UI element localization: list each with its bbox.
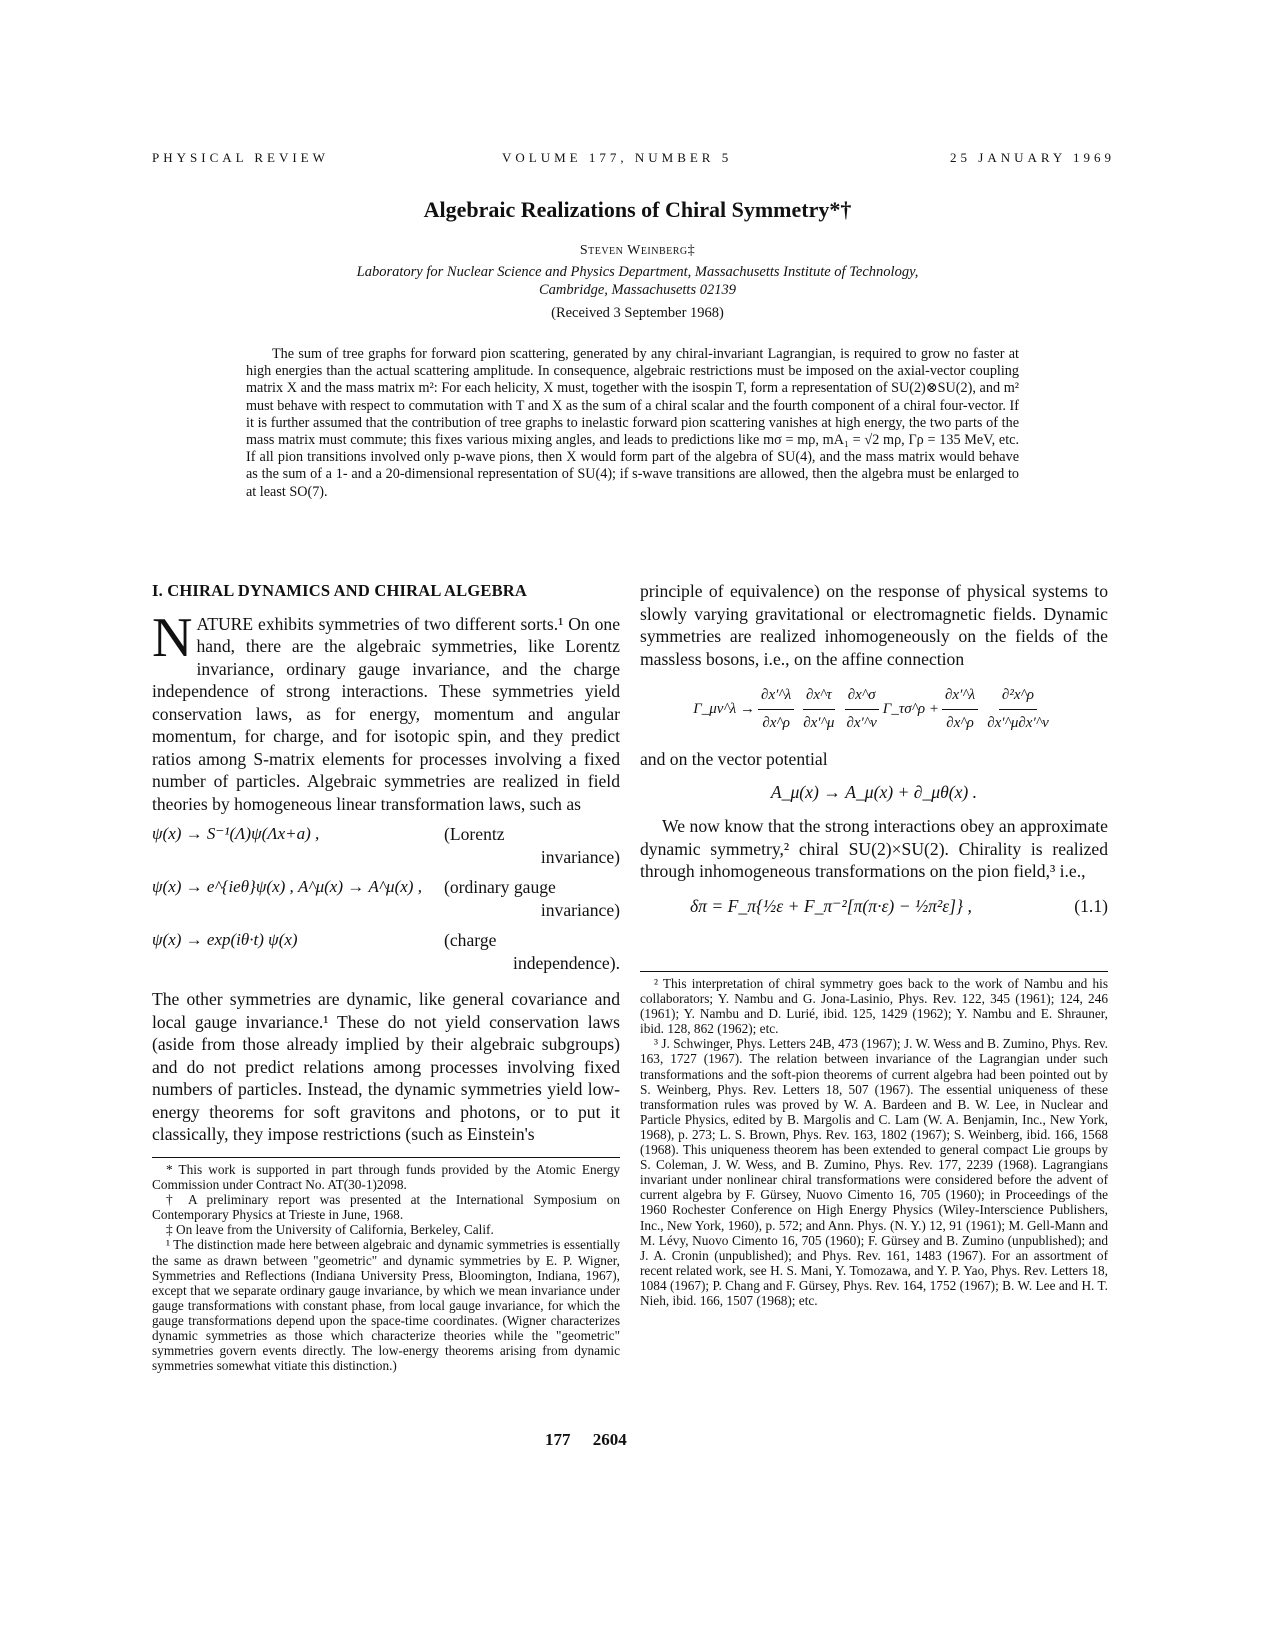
equation-label-line-2: invariance) xyxy=(540,846,620,867)
dynamic-paragraph: The other symmetries are dynamic, like general covariance and local gauge invariance.¹ These do not yield conservation laws (aside from those already implied by their algebraic subgroups) and do not predict relations among processes involving fixed numbers of particles. Instead, the dynamic symmetries yield low-energy theorems for soft gravitons and photons, or to put it classically, they impose restrictions (such as Einstein's xyxy=(152,989,620,1144)
equation-lhs: ψ(x) → e^{ieθ}ψ(x) , A^μ(x) → A^μ(x) , xyxy=(152,877,422,896)
running-head-volume: VOLUME 177, NUMBER 5 xyxy=(502,150,733,165)
left-column xyxy=(152,580,620,1146)
equation-label xyxy=(444,876,620,921)
vector-potential-equation: A_μ(x) → A_μ(x) + ∂_μθ(x) . xyxy=(770,781,978,802)
affiliation-line-2: Cambridge, Massachusetts 02139 xyxy=(539,282,736,298)
footnote: † A preliminary report was presented at the International Symposium on Contemporary Physics at Trieste in June, 1968. xyxy=(152,1192,620,1223)
equation-1-1-number: (1.1) xyxy=(1074,895,1108,916)
equation-1-1 xyxy=(690,895,1108,918)
footnotes-left xyxy=(152,1157,620,1373)
equation-lhs: ψ(x) → S⁻¹(Λ)ψ(Λx+a) , xyxy=(152,824,320,843)
fraction-numerator: ∂x^σ xyxy=(845,684,879,710)
footnote: ‡ On leave from the University of California, Berkeley, Calif. xyxy=(166,1222,494,1238)
drop-cap: N xyxy=(152,606,193,669)
fraction-denominator: ∂x′^μ xyxy=(803,714,835,731)
fraction xyxy=(800,684,837,734)
vector-potential-intro: and on the vector potential xyxy=(640,749,828,769)
paper-title: Algebraic Realizations of Chiral Symmetry*† xyxy=(423,197,852,222)
equation-lhs: ψ(x) → exp(iθ·t) ψ(x) xyxy=(152,930,298,949)
fraction-numerator: ∂x′^λ xyxy=(758,684,794,710)
running-head-date: 25 JANUARY 1969 xyxy=(950,150,1115,165)
section-heading: I. CHIRAL DYNAMICS AND CHIRAL ALGEBRA xyxy=(152,581,528,600)
equation-label xyxy=(444,823,620,868)
received-date: (Received 3 September 1968) xyxy=(551,305,724,321)
transformation-equations xyxy=(152,823,620,974)
affiliation xyxy=(250,263,1025,299)
fraction-denominator: ∂x^ρ xyxy=(762,714,790,731)
running-head-journal: PHYSICAL REVIEW xyxy=(152,150,329,165)
equation-label-line-2: invariance) xyxy=(540,899,620,920)
equation-1-1-body: δπ = F_π{½ε + F_π⁻²[π(π·ε) − ½π²ε]} , xyxy=(690,895,972,916)
fraction-numerator: ∂x^τ xyxy=(803,684,835,710)
equation-label xyxy=(444,929,620,974)
equation-row xyxy=(152,929,620,974)
fraction xyxy=(942,684,978,734)
fraction xyxy=(843,684,879,734)
fraction-denominator: ∂x′^ν xyxy=(846,714,877,731)
equivalence-paragraph: principle of equivalence) on the response of physical systems to slowly varying gravitational or electromagnetic fields. Dynamic symmetries are realized inhomogeneously on the fields of the massless bosons, i.e., on the affine connection xyxy=(640,581,1108,669)
abstract: The sum of tree graphs for forward pion scattering, generated by any chiral-invariant Lagrangian, is required to grow no faster at high energies than the actual scattering amplitude. In consequence, algebraic restrictions must be imposed on the axial-vector coupling matrix X and the mass matrix m²: For each helicity, X must, together with the isospin T, form a representation of SU(2)⊗SU(2), and m² must behave with respect to commutation with T and X as the sum of a chiral scalar and the fourth component of a chiral four-vector. If it is further assumed that the contribution of tree graphs to inelastic forward pion scattering vanishes at high energy, the two parts of the mass matrix must commute; this fixes various mixing angles, and leads to predictions like mσ = mρ, mA₁ = √2 mρ, Γρ = 135 MeV, etc. If all pion transitions involved only p-wave pions, then X would form part of the algebra of SU(4), and the mass matrix would behave as the sum of a 1- and a 20-dimensional representation of SU(4); if s-wave transitions are allowed, then the algebra must be enlarged to at least SO(7). xyxy=(246,346,1019,500)
fraction-numerator: ∂²x^ρ xyxy=(999,684,1037,710)
chiral-paragraph: We now know that the strong interactions obey an approximate dynamic symmetry,² chiral SU(2)×SU(2). Chirality is realized through inhomogeneous transformations on the pion field,³ i.e., xyxy=(640,816,1108,881)
affine-fractions-2 xyxy=(939,684,1055,734)
equation-label-line-2: independence). xyxy=(513,952,620,973)
equation-label-line-1: (charge xyxy=(444,930,497,950)
fraction-numerator: ∂x′^λ xyxy=(942,684,978,710)
affiliation-line-1: Laboratory for Nuclear Science and Physics Department, Massachusetts Institute of Technology, xyxy=(356,264,919,280)
footnotes-right xyxy=(640,971,1108,1308)
affine-connection-equation xyxy=(640,684,1108,734)
footnote: * This work is supported in part through funds provided by the Atomic Energy Commission under Contract No. AT(30-1)2098. xyxy=(152,1162,620,1193)
equation-label-line-1: (ordinary gauge xyxy=(444,877,556,897)
author: Steven Weinberg‡ xyxy=(579,243,696,258)
affine-lhs: Γ_μν^λ → xyxy=(693,700,756,717)
equation-row xyxy=(152,876,620,921)
fraction xyxy=(758,684,794,734)
affine-fractions-1 xyxy=(755,684,883,734)
fraction-denominator: ∂x^ρ xyxy=(946,714,974,731)
fraction xyxy=(984,684,1052,734)
intro-text: ATURE exhibits symmetries of two different sorts.¹ On one hand, there are the algebraic symmetries, like Lorentz invariance, ordinary gauge invariance, and the charge independence of strong interactions. These symmetries yield conservation laws, as for energy, momentum and angular momentum, for charge, and for isotopic spin, and they predict ratios among S-matrix elements for processes involving a fixed number of particles. Algebraic symmetries are realized in field theories by homogeneous linear transformation laws, such as xyxy=(152,613,620,814)
footnote: ¹ The distinction made here between algebraic and dynamic symmetries is essentially the same as drawn between "geometric" and dynamic symmetries by E. P. Wigner, Symmetries and Reflections (Indiana University Press, Bloomington, Indiana, 1967), except that we separate ordinary gauge invariance, by which we mean invariance under gauge transformations with constant phase, from local gauge invariance, for which the gauge transformations depend upon the space-time coordinates. (Wigner characterizes dynamic symmetries as those which characterize theories while the "geometric" symmetries govern events directly. The low-energy theorems arising from dynamic symmetries somewhat vitiate this distinction.) xyxy=(152,1237,620,1374)
equation-label-line-1: (Lorentz xyxy=(444,824,505,844)
footnote: ² This interpretation of chiral symmetry goes back to the work of Nambu and his collaborators; Y. Nambu and G. Jona-Lasinio, Phys. Rev. 122, 345 (1961); 124, 246 (1961); Y. Nambu and D. Lurié, ibid. 125, 1429 (1962); Y. Nambu and E. Shrauner, ibid. 128, 862 (1962); etc. xyxy=(640,976,1108,1037)
page-number: 177 2604 xyxy=(545,1430,627,1449)
equation-row xyxy=(152,823,620,868)
footnote: ³ J. Schwinger, Phys. Letters 24B, 473 (1967); J. W. Wess and B. Zumino, Phys. Rev. 163, 1727 (1967). The relation between invariance of the Lagrangian under such transformations and the soft-pion theorems of current algebra had been pointed out by S. Weinberg, Phys. Rev. Letters 18, 507 (1967). The essential uniqueness of these transformation rules was proved by W. A. Bardeen and B. W. Lee, in Nuclear and Particle Physics, edited by B. Margolis and C. Lam (W. A. Benjamin, Inc., New York, 1968), p. 273; L. S. Brown, Phys. Rev. 163, 1802 (1967); S. Weinberg, ibid. 166, 1568 (1968). This uniqueness theorem has been extended to general compact Lie groups by S. Coleman, J. W. Wess, and B. Zumino, Phys. Rev. 177, 2239 (1968). Lagrangians invariant under nonlinear chiral transformations were considered before the advent of current algebra by F. Gürsey, Nuovo Cimento 16, 705 (1960); in Proceedings of the 1960 Rochester Conference on High Energy Physics (Wiley-Interscience Publishers, Inc., New York, 1960), p. 572; and Ann. Phys. (N. Y.) 12, 91 (1961); M. Gell-Mann and M. Lévy, Nuovo Cimento 16, 705 (1960); F. Gürsey and B. Zumino (unpublished); and J. A. Cronin (unpublished); and Phys. Rev. 161, 1483 (1967). For an assortment of recent related work, see H. S. Mani, Y. Tomozawa, and Y. P. Yao, Phys. Rev. Letters 18, 1084 (1967); P. Chang and F. Gürsey, Phys. Rev. 164, 1752 (1967); B. W. Lee and H. T. Nieh, ibid. 166, 1507 (1968); etc. xyxy=(640,1036,1108,1308)
intro-paragraph xyxy=(152,606,620,816)
affine-mid: Γ_τσ^ρ + xyxy=(882,700,939,717)
right-column xyxy=(640,580,1108,929)
fraction-denominator: ∂x′^μ∂x′^ν xyxy=(987,714,1049,731)
